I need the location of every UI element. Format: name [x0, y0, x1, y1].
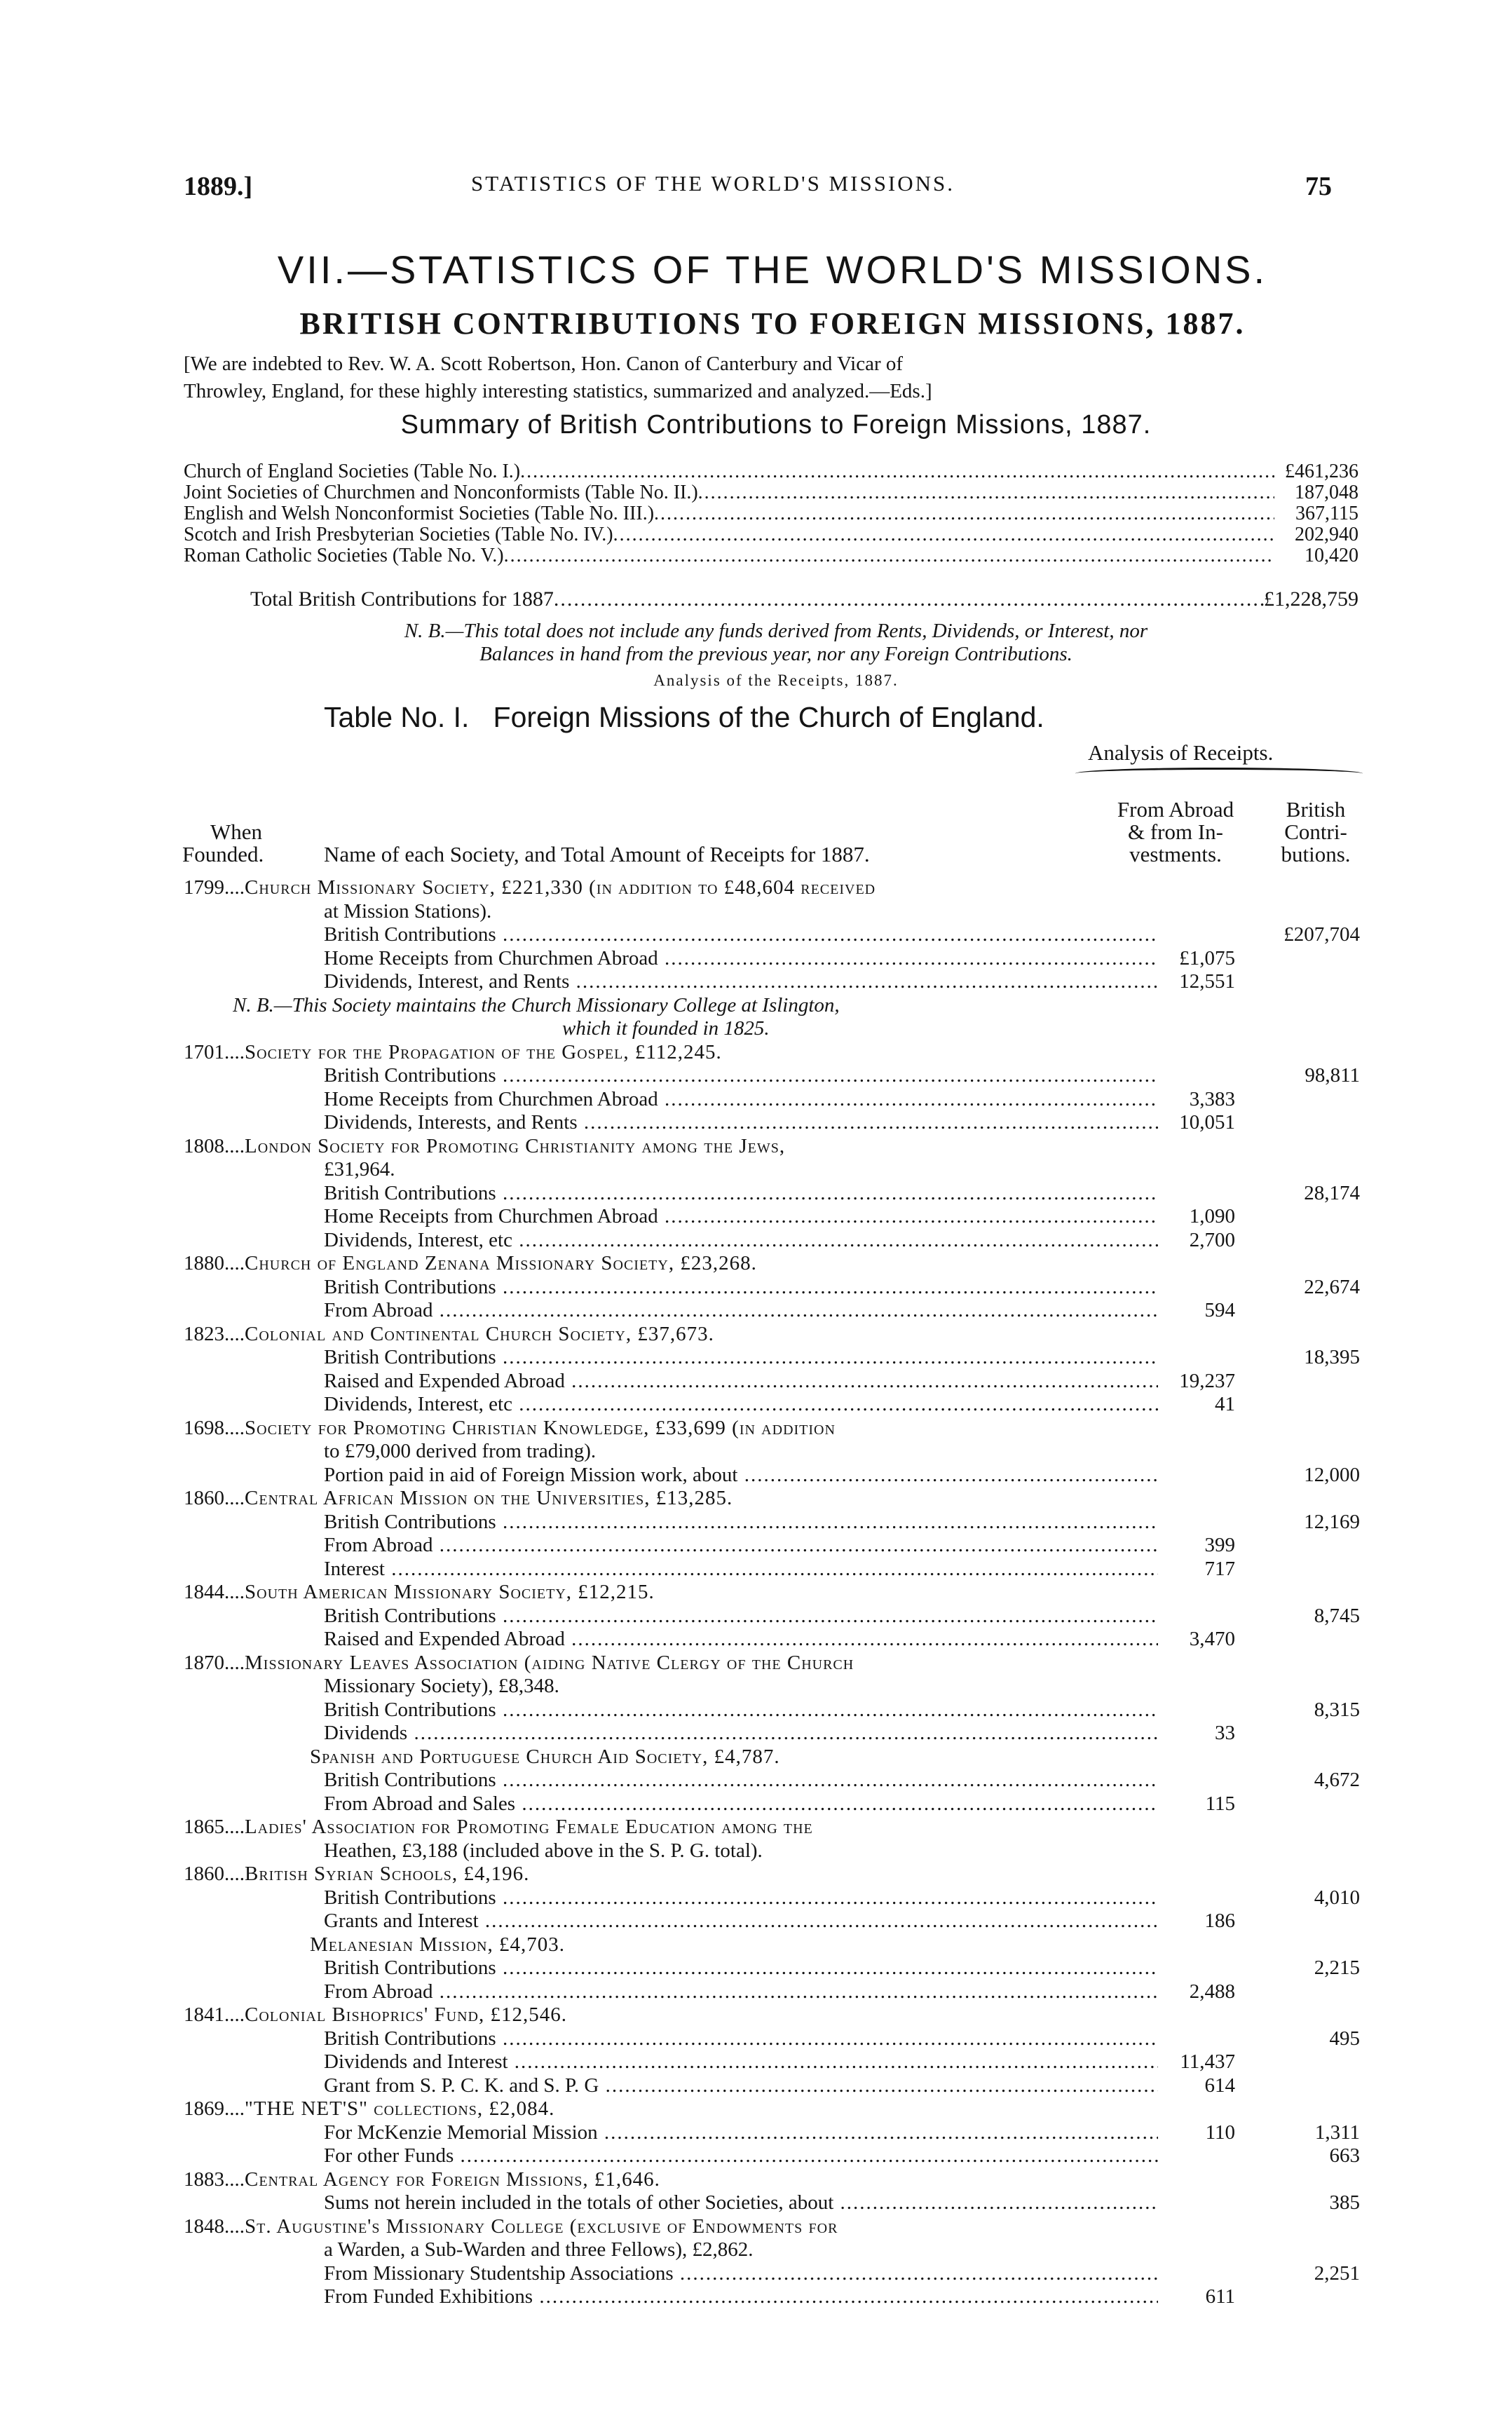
- nota-bene: [184, 620, 1368, 666]
- from-abroad-value: 115: [1205, 1792, 1235, 1815]
- editor-credit: [184, 351, 1368, 405]
- society-name: Spanish and Portuguese Church Aid Society, £4,787.: [310, 1746, 780, 1768]
- receipt-label: From Abroad .....: [324, 1534, 1158, 1556]
- receipt-label: Home Receipts from Churchmen Abroad .....: [324, 1088, 1158, 1110]
- founded-year: 1823....: [184, 1323, 245, 1345]
- british-contribution-value: 22,674: [1304, 1276, 1360, 1298]
- col-name-header: Name of each Society, and Total Amount of Receipts for 1887.: [324, 842, 870, 866]
- british-contribution-value: 8,315: [1314, 1699, 1360, 1721]
- society-name: Central Agency for Foreign Missions, £1,646.: [245, 2168, 660, 2191]
- receipt-row: [184, 1111, 1368, 1134]
- society-name: Church Missionary Society, £221,330 (in addition to £48,604 received: [245, 876, 876, 899]
- from-abroad-value: 12,551: [1179, 970, 1235, 993]
- society-row: [184, 1581, 1368, 1603]
- receipt-label: British Contributions .....: [324, 1886, 1158, 1909]
- british-contribution-value: 4,672: [1314, 1769, 1360, 1791]
- society-row: [184, 2215, 1368, 2238]
- receipt-label: For McKenzie Memorial Mission .....: [324, 2121, 1158, 2144]
- receipt-label: Raised and Expended Abroad .....: [324, 1370, 1158, 1392]
- british-contribution-value: 385: [1329, 2191, 1360, 2214]
- receipt-label: British Contributions .....: [324, 1276, 1158, 1298]
- receipt-row: [184, 1722, 1368, 1744]
- continuation-text: Heathen, £3,188 (included above in the S. P. G. total).: [324, 1839, 763, 1862]
- summary-row-label: Roman Catholic Societies (Table No. V.): [184, 545, 504, 566]
- summary-row-label: English and Welsh Nonconformist Societies (Table No. III.): [184, 503, 655, 524]
- receipt-label: Dividends, Interest, and Rents .....: [324, 970, 1158, 993]
- leader-dots: [654, 503, 1274, 524]
- receipt-row: [184, 1064, 1368, 1087]
- col-british-line1: British: [1286, 797, 1346, 822]
- summary-row: [184, 503, 1358, 524]
- society-row: [184, 1417, 1368, 1439]
- leader-dots: [613, 524, 1274, 545]
- col-british-line2: Contri-: [1284, 819, 1347, 844]
- from-abroad-value: 717: [1204, 1558, 1235, 1580]
- summary-total: [250, 587, 1358, 611]
- receipt-row: [184, 1276, 1368, 1298]
- society-row: [184, 1323, 1368, 1345]
- page-number: 75: [1305, 172, 1332, 201]
- receipt-row: [184, 1205, 1368, 1227]
- from-abroad-value: 186: [1204, 1910, 1235, 1932]
- summary-row-value: £461,236: [1285, 461, 1358, 482]
- society-name: Colonial and Continental Church Society, £37,673.: [245, 1323, 714, 1345]
- society-name: Ladies' Association for Promoting Female Education among the: [245, 1816, 813, 1838]
- society-row: [184, 1933, 1368, 1956]
- british-contribution-value: 495: [1329, 2027, 1360, 2050]
- society-name: London Society for Promoting Christianity among the Jews,: [245, 1135, 786, 1157]
- receipt-row: [184, 1393, 1368, 1415]
- founded-year: 1860....: [184, 1863, 245, 1885]
- nota-bene-text: N. B.—This Society maintains the Church Missionary College at Islington,: [233, 994, 840, 1016]
- summary-row-value: 187,048: [1295, 482, 1358, 503]
- society-name: Melanesian Mission, £4,703.: [310, 1933, 565, 1956]
- analysis-caption: Analysis of the Receipts, 1887.: [653, 672, 899, 689]
- society-name: Society for the Propagation of the Gospel, £112,245.: [245, 1041, 722, 1063]
- receipt-row: [184, 1910, 1368, 1932]
- receipt-label: British Contributions .....: [324, 1769, 1158, 1791]
- society-name: South American Missionary Society, £12,215.: [245, 1581, 655, 1603]
- founded-year: 1883....: [184, 2168, 245, 2191]
- british-contribution-value: 2,215: [1314, 1957, 1360, 1979]
- receipt-label: Dividends, Interest, etc .....: [324, 1393, 1158, 1415]
- receipt-row: [184, 1886, 1368, 1909]
- nota-bene-text: which it founded in 1825.: [562, 1017, 770, 1040]
- receipt-label: For other Funds .....: [324, 2144, 1158, 2167]
- british-contribution-value: 1,311: [1314, 2121, 1360, 2144]
- society-name: "THE NET'S" collections, £2,084.: [245, 2097, 555, 2120]
- summary-total-value: £1,228,759: [1264, 587, 1358, 611]
- society-name: Missionary Leaves Association (aiding Native Clergy of the Church: [245, 1652, 854, 1674]
- founded-year: 1865....: [184, 1816, 245, 1838]
- receipt-label: British Contributions .....: [324, 923, 1158, 946]
- table-row: [184, 1017, 1368, 1040]
- founded-year: 1844....: [184, 1581, 245, 1603]
- receipt-row: [184, 2262, 1368, 2285]
- receipt-label: From Funded Exhibitions .....: [324, 2285, 1158, 2308]
- table-row: [184, 900, 1368, 923]
- receipt-row: [184, 1980, 1368, 2003]
- receipt-row: [184, 1628, 1368, 1650]
- col-abroad-line2: & from In-: [1127, 819, 1224, 844]
- continuation-text: at Mission Stations).: [324, 900, 492, 923]
- summary-row-label: Joint Societies of Churchmen and Nonconformists (Table No. II.): [184, 482, 698, 503]
- receipt-row: [184, 970, 1368, 993]
- society-name: Society for Promoting Christian Knowledge, £33,699 (in addition: [245, 1417, 836, 1439]
- receipt-label: British Contributions .....: [324, 1182, 1158, 1204]
- receipt-row: [184, 1699, 1368, 1721]
- summary-row-label: Church of England Societies (Table No. I.): [184, 461, 521, 482]
- receipt-row: [184, 947, 1368, 969]
- table-row: [184, 1675, 1368, 1697]
- receipt-label: Portion paid in aid of Foreign Mission work, about .....: [324, 1464, 1158, 1486]
- society-row: [184, 2168, 1368, 2191]
- from-abroad-value: 19,237: [1179, 1370, 1235, 1392]
- summary-row: [184, 461, 1358, 482]
- receipt-label: From Abroad .....: [324, 1299, 1158, 1321]
- receipt-label: Grants and Interest .....: [324, 1910, 1158, 1932]
- running-header-year: 1889.]: [184, 172, 253, 201]
- society-row: [184, 2097, 1368, 2120]
- col-abroad-line1: From Abroad: [1117, 797, 1234, 822]
- british-contribution-value: 28,174: [1304, 1182, 1360, 1204]
- society-row: [184, 1487, 1368, 1509]
- founded-year: 1869....: [184, 2097, 245, 2120]
- society-name: Church of England Zenana Missionary Society, £23,268.: [245, 1252, 757, 1274]
- receipt-label: British Contributions .....: [324, 1957, 1158, 1979]
- from-abroad-value: 2,700: [1189, 1229, 1235, 1251]
- from-abroad-value: 33: [1215, 1722, 1235, 1744]
- receipt-label: From Abroad .....: [324, 1980, 1158, 2003]
- col-when-line1: When: [210, 819, 263, 844]
- leader-dots: [554, 587, 1264, 611]
- society-row: [184, 1041, 1368, 1063]
- society-row: [184, 1816, 1368, 1838]
- receipt-row: [184, 1182, 1368, 1204]
- table-row: [184, 994, 1368, 1016]
- running-header-title: STATISTICS OF THE WORLD'S MISSIONS.: [471, 171, 955, 196]
- receipt-row: [184, 1511, 1368, 1533]
- receipt-label: British Contributions .....: [324, 1605, 1158, 1627]
- summary-row: [184, 482, 1358, 503]
- society-row: [184, 1746, 1368, 1768]
- british-contribution-value: 4,010: [1314, 1886, 1360, 1909]
- society-name: Colonial Bishoprics' Fund, £12,546.: [245, 2003, 567, 2026]
- from-abroad-value: 3,470: [1189, 1628, 1235, 1650]
- founded-year: 1870....: [184, 1652, 245, 1674]
- society-row: [184, 876, 1368, 899]
- receipt-row: [184, 2074, 1368, 2097]
- society-name: British Syrian Schools, £4,196.: [245, 1863, 530, 1885]
- founded-year: 1799....: [184, 876, 245, 899]
- from-abroad-value: 1,090: [1189, 1205, 1235, 1227]
- society-row: [184, 2003, 1368, 2026]
- leader-dots: [520, 461, 1274, 482]
- receipt-row: [184, 1464, 1368, 1486]
- from-abroad-value: 3,383: [1189, 1088, 1235, 1110]
- continuation-text: Missionary Society), £8,348.: [324, 1675, 559, 1697]
- receipt-row: [184, 1229, 1368, 1251]
- section-heading: VII.—STATISTICS OF THE WORLD'S MISSIONS.: [277, 247, 1268, 292]
- from-abroad-value: £1,075: [1179, 947, 1235, 969]
- receipt-row: [184, 1957, 1368, 1979]
- nota-bene-line1: N. B.—This total does not include any funds derived from Rents, Dividends, or Interest, nor: [404, 620, 1148, 642]
- receipt-label: Interest .....: [324, 1558, 1158, 1580]
- british-contribution-value: 18,395: [1304, 1346, 1360, 1368]
- receipt-row: [184, 1605, 1368, 1627]
- receipt-row: [184, 2144, 1368, 2167]
- nota-bene-line2: Balances in hand from the previous year, nor any Foreign Contributions.: [479, 643, 1072, 665]
- receipt-label: Grant from S. P. C. K. and S. P. G .....: [324, 2074, 1158, 2097]
- table-row: [184, 2238, 1368, 2261]
- british-contribution-value: 2,251: [1314, 2262, 1360, 2285]
- summary-row: [184, 524, 1358, 545]
- british-contribution-value: 98,811: [1305, 1064, 1360, 1087]
- receipt-label: British Contributions .....: [324, 1511, 1158, 1533]
- receipt-label: British Contributions .....: [324, 1064, 1158, 1087]
- society-name: Central African Mission on the Universities, £13,285.: [245, 1487, 733, 1509]
- receipt-row: [184, 923, 1368, 946]
- from-abroad-value: 611: [1205, 2285, 1235, 2308]
- analysis-of-receipts-label: Analysis of Receipts.: [1088, 740, 1274, 765]
- editor-credit-line1: [We are indebted to Rev. W. A. Scott Robertson, Hon. Canon of Canterbury and Vicar of: [184, 353, 904, 375]
- from-abroad-value: 110: [1205, 2121, 1235, 2144]
- receipt-row: [184, 1370, 1368, 1392]
- summary-row-label: Scotch and Irish Presbyterian Societies (Table No. IV.): [184, 524, 613, 545]
- leader-dots: [504, 545, 1274, 566]
- receipt-row: [184, 1346, 1368, 1368]
- receipt-row: [184, 1534, 1368, 1556]
- british-contribution-value: £207,704: [1283, 923, 1360, 946]
- receipt-row: [184, 1558, 1368, 1580]
- society-row: [184, 1252, 1368, 1274]
- summary-row-value: 10,420: [1305, 545, 1358, 566]
- receipt-row: [184, 1769, 1368, 1791]
- from-abroad-value: 41: [1215, 1393, 1235, 1415]
- receipt-row: [184, 2121, 1368, 2144]
- receipt-label: Dividends .....: [324, 1722, 1158, 1744]
- section-subheading: BRITISH CONTRIBUTIONS TO FOREIGN MISSIONS, 1887.: [299, 306, 1246, 341]
- founded-year: 1701....: [184, 1041, 245, 1063]
- continuation-text: a Warden, a Sub-Warden and three Fellows), £2,862.: [324, 2238, 754, 2261]
- founded-year: 1880....: [184, 1252, 245, 1274]
- receipt-label: Raised and Expended Abroad .....: [324, 1628, 1158, 1650]
- summary-row-value: 367,115: [1295, 503, 1358, 524]
- table-row: [184, 1158, 1368, 1181]
- receipt-label: From Missionary Studentship Associations .....: [324, 2262, 1158, 2285]
- receipt-row: [184, 2027, 1368, 2050]
- col-british-line3: butions.: [1281, 842, 1351, 866]
- summary-row: [184, 545, 1358, 566]
- receipt-row: [184, 1299, 1368, 1321]
- col-when-line2: Founded.: [182, 842, 264, 866]
- british-contribution-value: 663: [1329, 2144, 1360, 2167]
- receipt-label: Dividends, Interest, etc .....: [324, 1229, 1158, 1251]
- summary-row-value: 202,940: [1295, 524, 1358, 545]
- british-contribution-value: 12,169: [1304, 1511, 1360, 1533]
- founded-year: 1808....: [184, 1135, 245, 1157]
- receipt-label: Dividends, Interests, and Rents .....: [324, 1111, 1158, 1134]
- society-row: [184, 1863, 1368, 1885]
- table-row: [184, 1839, 1368, 1862]
- british-contribution-value: 12,000: [1304, 1464, 1360, 1486]
- receipt-row: [184, 1088, 1368, 1110]
- society-row: [184, 1135, 1368, 1157]
- from-abroad-value: 614: [1204, 2074, 1235, 2097]
- receipt-label: British Contributions .....: [324, 1699, 1158, 1721]
- from-abroad-value: 10,051: [1179, 1111, 1235, 1134]
- col-abroad-line3: vestments.: [1129, 842, 1222, 866]
- leader-dots: [698, 482, 1274, 503]
- receipt-label: Sums not herein included in the totals of other Societies, about .....: [324, 2191, 1158, 2214]
- table-row: [184, 1440, 1368, 1462]
- receipt-row: [184, 2050, 1368, 2073]
- from-abroad-value: 594: [1204, 1299, 1235, 1321]
- summary-title: Summary of British Contributions to Foreign Missions, 1887.: [400, 410, 1152, 440]
- founded-year: 1698....: [184, 1417, 245, 1439]
- editor-credit-line2: Throwley, England, for these highly interesting statistics, summarized and analyzed.—Eds.]: [184, 380, 932, 402]
- from-abroad-value: 399: [1204, 1534, 1235, 1556]
- british-contribution-value: 8,745: [1314, 1605, 1360, 1627]
- society-name: St. Augustine's Missionary College (exclusive of Endowments for: [245, 2215, 838, 2238]
- receipt-label: Home Receipts from Churchmen Abroad .....: [324, 947, 1158, 969]
- table-title: Table No. I. Foreign Missions of the Church of England.: [324, 701, 1044, 733]
- receipt-label: Home Receipts from Churchmen Abroad .....: [324, 1205, 1158, 1227]
- receipt-row: [184, 2285, 1368, 2308]
- founded-year: 1860....: [184, 1487, 245, 1509]
- receipt-row: [184, 2191, 1368, 2214]
- receipt-row: [184, 1792, 1368, 1815]
- receipt-label: From Abroad and Sales .....: [324, 1792, 1158, 1815]
- receipt-label: Dividends and Interest .....: [324, 2050, 1158, 2073]
- receipt-label: British Contributions .....: [324, 1346, 1158, 1368]
- society-row: [184, 1652, 1368, 1674]
- column-brace: [1075, 768, 1363, 780]
- founded-year: 1848....: [184, 2215, 245, 2238]
- continuation-text: to £79,000 derived from trading).: [324, 1440, 597, 1462]
- continuation-text: £31,964.: [324, 1158, 395, 1181]
- from-abroad-value: 11,437: [1180, 2050, 1235, 2073]
- from-abroad-value: 2,488: [1189, 1980, 1235, 2003]
- receipt-label: British Contributions .....: [324, 2027, 1158, 2050]
- summary-total-label: Total British Contributions for 1887: [250, 587, 554, 611]
- founded-year: 1841....: [184, 2003, 245, 2026]
